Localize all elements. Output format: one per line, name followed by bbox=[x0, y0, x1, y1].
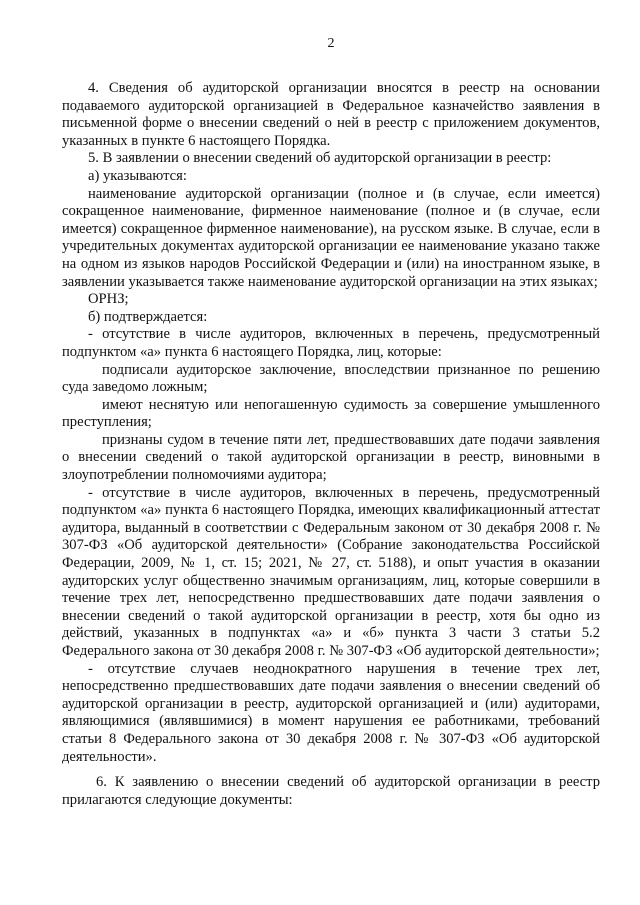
item-conviction: имеют неснятую или непогашенную судимость за совершение умышленного преступления; bbox=[62, 396, 600, 431]
item-no-qualified-auditors: - отсутствие в числе аудиторов, включенных в перечень, предусмотренный подпунктом «а» пункта 6 настоящего Порядка, имеющих квалификационный аттестат аудитора, выданный в соответствии с Федеральным законом от 30 декабря 2008 г. № 307-ФЗ «Об аудиторской деятельности» (Собрание законодательства Российской Федерации, 2009, № 1, ст. 15; 2021, № 27, ст. 5188), и опыт участия в оказании аудиторских услуг общественно значимым организациям, лиц, которые совершили в течение трех лет, непосредственно предшествовавших дате подачи заявления о внесении сведений о такой аудиторской организации в реестр, хотя бы одно из действий, указанных в подпунктах «а» и «б» пункта 3 части 3 статьи 5.2 Федерального закона от 30 декабря 2008 г. № 307-ФЗ «Об аудиторской деятельности»; bbox=[62, 484, 600, 659]
subparagraph-a: а) указываются: bbox=[88, 167, 187, 184]
item-signed-report: подписали аудиторское заключение, впоследствии признанное по решению суда заведомо ложным; bbox=[62, 361, 600, 396]
document-body bbox=[62, 80, 600, 809]
paragraph-4: 4. Сведения об аудиторской организации вносятся в реестр на основании подаваемого аудиторской организацией в Федеральное казначейство заявления в письменной форме о внесении сведений о ней в реестр с приложением документов, указанных в пункте 6 настоящего Порядка. bbox=[62, 80, 600, 149]
paragraph-5: 5. В заявлении о внесении сведений об аудиторской организации в реестр: bbox=[88, 150, 552, 167]
item-abuse: признаны судом в течение пяти лет, предшествовавших дате подачи заявления о внесении сведений о такой аудиторской организации в реестр, виновными в злоупотреблении полномочиями аудитора; bbox=[62, 431, 600, 484]
item-no-violations: - отсутствие случаев неоднократного нарушения в течение трех лет, непосредственно предшествовавших дате подачи заявления о внесении сведений об аудиторской организации в реестр, аудиторской организацией и (или) аудиторами, являющимися (являвшимися) в момент нарушения ее работниками, требований статьи 8 Федерального закона от 30 декабря 2008 г. № 307-ФЗ «Об аудиторской деятельности». bbox=[62, 660, 600, 765]
item-name: наименование аудиторской организации (полное и (в случае, если имеется) сокращенное наименование, фирменное наименование (полное и (в случае, если имеется) сокращенное фирменное наименование), на русском языке. В случае, если в учредительных документах аудиторской организации ее наименование указано также на одном из языков народов Российской Федерации и (или) на иностранном языке, в заявлении указывается также наименование аудиторской организации на этих языках; bbox=[62, 185, 600, 290]
page-number: 2 bbox=[327, 36, 335, 51]
paragraph-6: 6. К заявлению о внесении сведений об аудиторской организации в реестр прилагаются следующие документы: bbox=[62, 774, 600, 808]
subparagraph-b: б) подтверждается: bbox=[88, 308, 208, 325]
item-ornz: ОРНЗ; bbox=[88, 291, 129, 308]
item-no-auditors: - отсутствие в числе аудиторов, включенных в перечень, предусмотренный подпунктом «а» пункта 6 настоящего Порядка, лиц, которые: bbox=[62, 326, 600, 360]
